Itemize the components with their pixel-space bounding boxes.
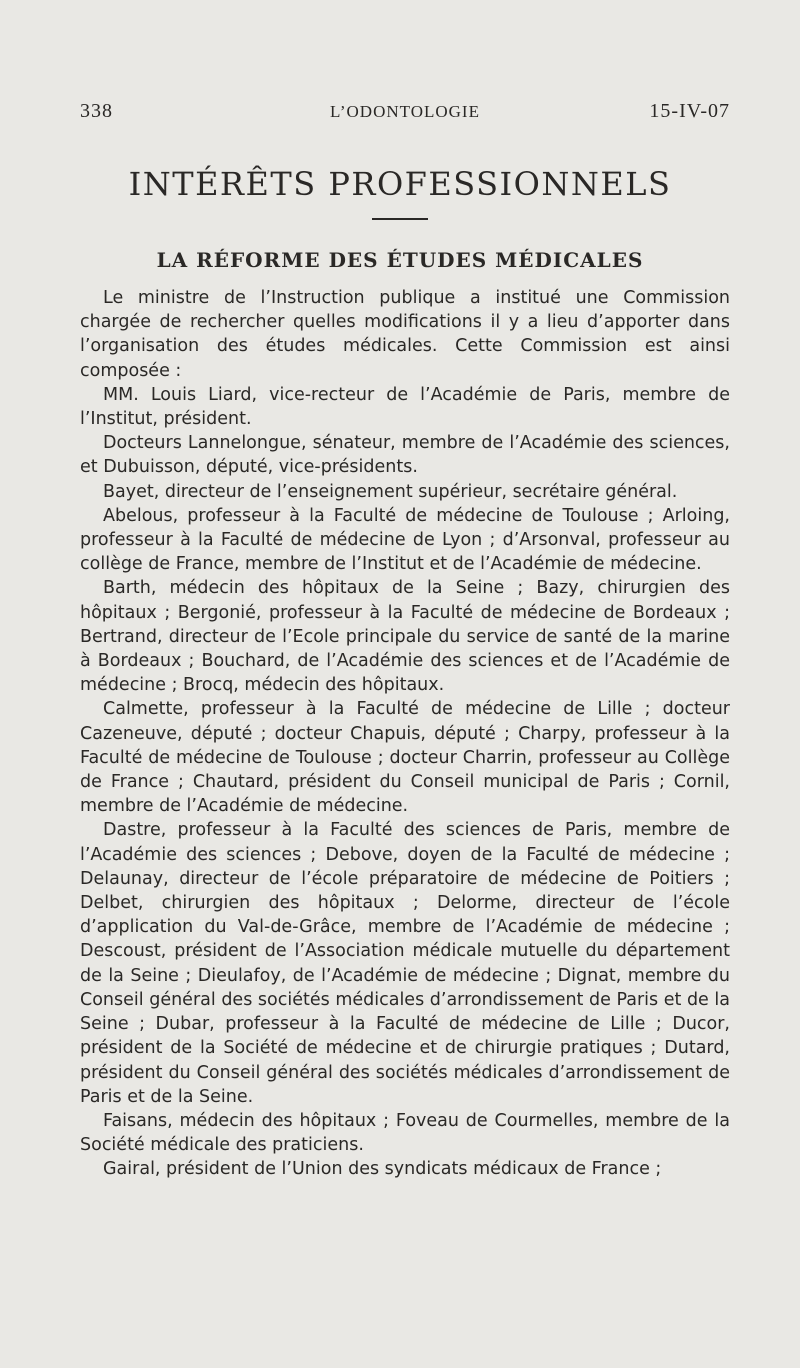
paragraph: Docteurs Lannelongue, sénateur, membre de l’Académie des sciences, et Dubuisson, député, vice-présidents. — [80, 433, 730, 478]
running-header — [80, 100, 730, 130]
paragraph: Calmette, professeur à la Faculté de médecine de Lille ; docteur Cazeneuve, député ; docteur Chapuis, député ; Charpy, professeur à la Faculté de médecine de Toulouse ; docteur Charrin, professeur au Collège de France ; Chautard, président du Conseil municipal de Paris ; Cornil, membre de l’Académie de médecine. — [80, 699, 730, 817]
paragraph: Abelous, professeur à la Faculté de médecine de Toulouse ; Arloing, professeur à la Faculté de médecine de Lyon ; d’Arsonval, professeur au collège de France, membre de l’Institut et de l’Académie de médecine. — [80, 505, 730, 575]
paragraph: Le ministre de l’Instruction publique a institué une Commission chargée de rechercher quelles modifications il y a lieu d’apporter dans l’organisation des études médicales. Cette Commission est ainsi composée : — [80, 288, 730, 381]
paragraph: Bayet, directeur de l’enseignement supérieur, secrétaire général. — [103, 481, 678, 502]
section-title: INTÉRÊTS PROFESSIONNELS — [128, 165, 672, 203]
title-divider — [372, 218, 428, 220]
paragraph: Faisans, médecin des hôpitaux ; Foveau de Courmelles, membre de la Société médicale des praticiens. — [80, 1110, 730, 1156]
page-number: 338 — [80, 100, 113, 122]
paragraph: MM. Louis Liard, vice-recteur de l’Académie de Paris, membre de l’Institut, président. — [80, 384, 730, 430]
article-body — [80, 286, 730, 1182]
paragraph: Barth, médecin des hôpitaux de la Seine ; Bazy, chirurgien des hôpitaux ; Bergonié, professeur à la Faculté de médecine de Bordeaux ; Bertrand, directeur de l’Ecole principale du service de santé de la marine à Bordeaux ; Bouchard, de l’Académie des sciences et de l’Académie de médecine ; Brocq, médecin des hôpitaux. — [80, 578, 730, 696]
paragraph: Gairal, président de l’Union des syndicats médicaux de France ; — [103, 1159, 662, 1180]
journal-name: L’ODONTOLOGIE — [330, 102, 480, 121]
paragraph: Dastre, professeur à la Faculté des sciences de Paris, membre de l’Académie des sciences ; Debove, doyen de la Faculté de médecine ; Delaunay, directeur de l’école préparatoire de médecine de Poitiers ; Delbet, chirurgien des hôpitaux ; Delorme, directeur de l’école d’application du Val-de-Grâce, membre de l’Académie de médecine ; Descoust, président de l’Association médicale mutuelle du département de la Seine ; Dieulafoy, de l’Académie de médecine ; Dignat, membre du Conseil général des sociétés médicales d’arrondissement de Paris et de la Seine ; Dubar, professeur à la Faculté de médecine de Lille ; Ducor, président de la Société de médecine et de chirurgie pratiques ; Dutard, président du Conseil général des sociétés médicales d’arrondissement de Paris et de la Seine. — [80, 820, 730, 1107]
issue-date: 15-IV-07 — [649, 100, 730, 122]
article-title: LA RÉFORME DES ÉTUDES MÉDICALES — [156, 248, 644, 272]
